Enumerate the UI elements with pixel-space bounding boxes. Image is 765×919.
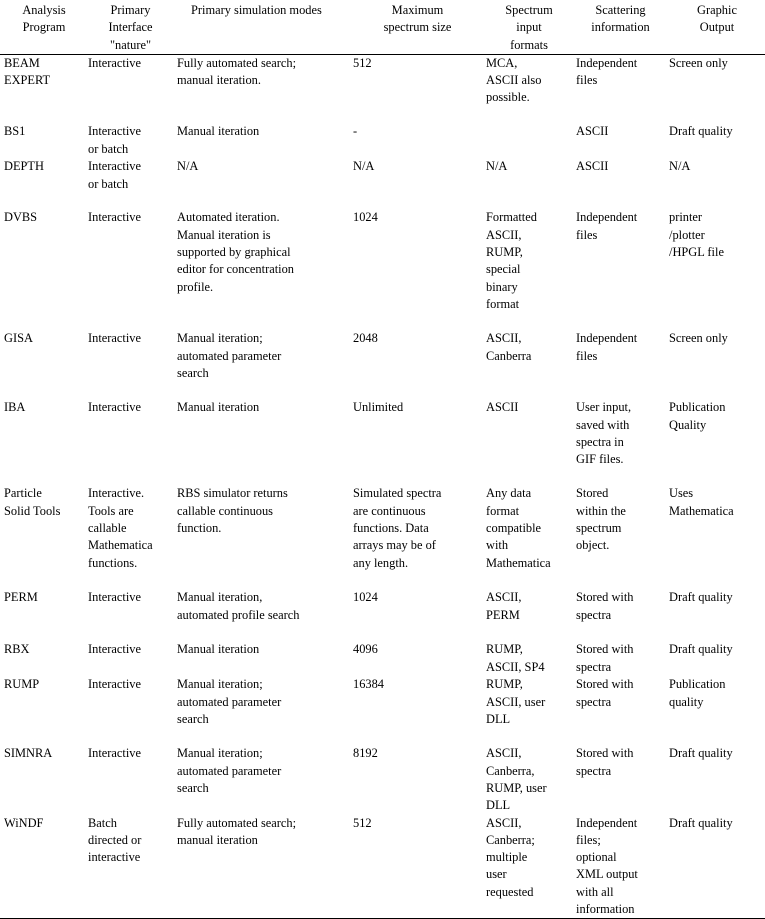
cell-interface: Interactive <box>88 677 141 692</box>
col-header-modes <box>173 0 349 54</box>
header-text: Spectrum input formats <box>505 3 553 52</box>
cell-scattering: Independent files <box>576 55 638 88</box>
cell-formats: RUMP, ASCII, user DLL <box>486 677 546 726</box>
cell-interface: Interactive <box>88 746 141 761</box>
cell-program: BS1 <box>4 124 26 139</box>
cell-scattering: Independent files <box>576 331 638 363</box>
cell-size: 16384 <box>353 677 384 692</box>
table-body <box>0 54 765 918</box>
cell-scattering: Stored with spectra <box>576 642 634 674</box>
cell-interface: Interactive <box>88 210 141 225</box>
cell-formats: Any data format compatible with Mathematica <box>486 486 551 570</box>
cell-interface: Interactive <box>88 55 141 70</box>
cell-formats: N/A <box>486 159 508 174</box>
cell-program: Particle Solid Tools <box>4 486 61 518</box>
cell-interface: Interactive <box>88 590 141 605</box>
cell-modes: Manual iteration <box>177 642 260 657</box>
table-row <box>0 54 765 123</box>
cell-program: GISA <box>4 331 33 346</box>
cell-size: Simulated spectra are continuous functions. Data arrays may be of any length. <box>353 486 442 570</box>
cell-size: 2048 <box>353 331 378 346</box>
cell-size: 4096 <box>353 642 378 657</box>
cell-scattering: Independent files <box>576 210 638 242</box>
cell-graphic: printer /plotter /HPGL file <box>669 210 724 259</box>
header-text: Scattering information <box>591 3 650 35</box>
cell-formats: ASCII, Canberra <box>486 331 532 363</box>
cell-scattering: ASCII <box>576 124 609 139</box>
cell-graphic: Draft quality <box>669 124 733 139</box>
cell-formats: ASCII, PERM <box>486 590 522 622</box>
cell-formats: RUMP, ASCII, SP4 <box>486 642 545 674</box>
table-row <box>0 485 765 589</box>
cell-modes: N/A <box>177 159 199 174</box>
cell-program: WiNDF <box>4 815 44 830</box>
col-header-scattering <box>572 0 665 54</box>
cell-modes: Manual iteration <box>177 400 260 415</box>
cell-program: RUMP <box>4 677 40 692</box>
table-row <box>0 158 765 209</box>
cell-interface: Batch directed or interactive <box>88 815 142 865</box>
cell-size: 1024 <box>353 590 378 605</box>
cell-modes: Fully automated search; manual iteration. <box>177 55 297 88</box>
cell-formats: Formatted ASCII, RUMP, special binary format <box>486 210 537 311</box>
cell-formats: MCA, ASCII also possible. <box>486 55 542 105</box>
col-header-graphic <box>665 0 765 54</box>
cell-graphic: Draft quality <box>669 590 733 605</box>
cell-scattering: Stored within the spectrum object. <box>576 486 626 553</box>
cell-scattering: Independent files; optional XML output with all information <box>576 815 638 917</box>
cell-modes: Manual iteration; automated parameter search <box>177 331 282 380</box>
header-text: Maximum spectrum size <box>383 3 452 35</box>
cell-size: - <box>353 124 358 139</box>
cell-size: 512 <box>353 815 372 830</box>
table-row <box>0 676 765 745</box>
cell-graphic: Draft quality <box>669 746 733 761</box>
cell-scattering: Stored with spectra <box>576 746 634 778</box>
cell-scattering: User input, saved with spectra in GIF files. <box>576 400 632 467</box>
cell-interface: Interactive <box>88 400 141 415</box>
cell-program: DEPTH <box>4 159 44 174</box>
col-header-size <box>349 0 482 54</box>
cell-modes: Manual iteration; automated parameter search <box>177 677 282 726</box>
cell-program: IBA <box>4 400 26 415</box>
cell-size: 512 <box>353 55 372 70</box>
cell-interface: Interactive. Tools are callable Mathematica functions. <box>88 486 153 570</box>
table-row <box>0 589 765 641</box>
cell-modes: Manual iteration, automated profile search <box>177 590 300 622</box>
cell-formats <box>482 123 572 158</box>
table-row <box>0 330 765 399</box>
table-row <box>0 641 765 676</box>
cell-graphic: N/A <box>669 159 691 174</box>
cell-graphic: Publication quality <box>669 677 726 709</box>
table-row <box>0 209 765 330</box>
header-text: Primary Interface "nature" <box>108 3 153 52</box>
cell-interface: Interactive <box>88 331 141 346</box>
cell-graphic: Uses Mathematica <box>669 486 734 518</box>
cell-size: 8192 <box>353 746 378 761</box>
col-header-interface <box>84 0 173 54</box>
cell-modes: RBS simulator returns callable continuous function. <box>177 486 288 535</box>
cell-formats: ASCII <box>486 400 519 415</box>
table-row <box>0 399 765 485</box>
cell-size: Unlimited <box>353 400 404 415</box>
cell-scattering: Stored with spectra <box>576 677 634 709</box>
cell-size: N/A <box>353 159 375 174</box>
cell-graphic: Screen only <box>669 331 728 346</box>
cell-program: RBX <box>4 642 30 657</box>
cell-graphic: Draft quality <box>669 815 733 830</box>
cell-interface: Interactive or batch <box>88 124 141 156</box>
cell-program: BEAM EXPERT <box>4 55 51 88</box>
cell-interface: Interactive or batch <box>88 159 141 191</box>
cell-scattering: Stored with spectra <box>576 590 634 622</box>
cell-program: SIMNRA <box>4 746 53 761</box>
cell-modes: Automated iteration. Manual iteration is supported by graphical editor for concentration profile. <box>177 210 294 294</box>
cell-formats: ASCII, Canberra, RUMP, user DLL <box>486 746 547 813</box>
cell-graphic: Publication Quality <box>669 400 726 432</box>
cell-graphic: Screen only <box>669 55 728 70</box>
cell-program: DVBS <box>4 210 38 225</box>
cell-modes: Fully automated search; manual iteration <box>177 815 297 847</box>
cell-program: PERM <box>4 590 38 605</box>
cell-modes: Manual iteration; automated parameter search <box>177 746 282 795</box>
cell-interface: Interactive <box>88 642 141 657</box>
table-row <box>0 815 765 919</box>
table-row <box>0 123 765 158</box>
header-text: Analysis Program <box>22 3 66 35</box>
header-text: Graphic Output <box>697 3 737 35</box>
cell-modes: Manual iteration <box>177 124 260 139</box>
cell-size: 1024 <box>353 210 378 225</box>
table-row <box>0 745 765 814</box>
col-header-program <box>0 0 84 54</box>
cell-scattering: ASCII <box>576 159 609 174</box>
cell-formats: ASCII, Canberra; multiple user requested <box>486 815 535 899</box>
cell-graphic: Draft quality <box>669 642 733 657</box>
col-header-formats <box>482 0 572 54</box>
header-text: Primary simulation modes <box>191 3 322 17</box>
header-row <box>0 0 765 54</box>
